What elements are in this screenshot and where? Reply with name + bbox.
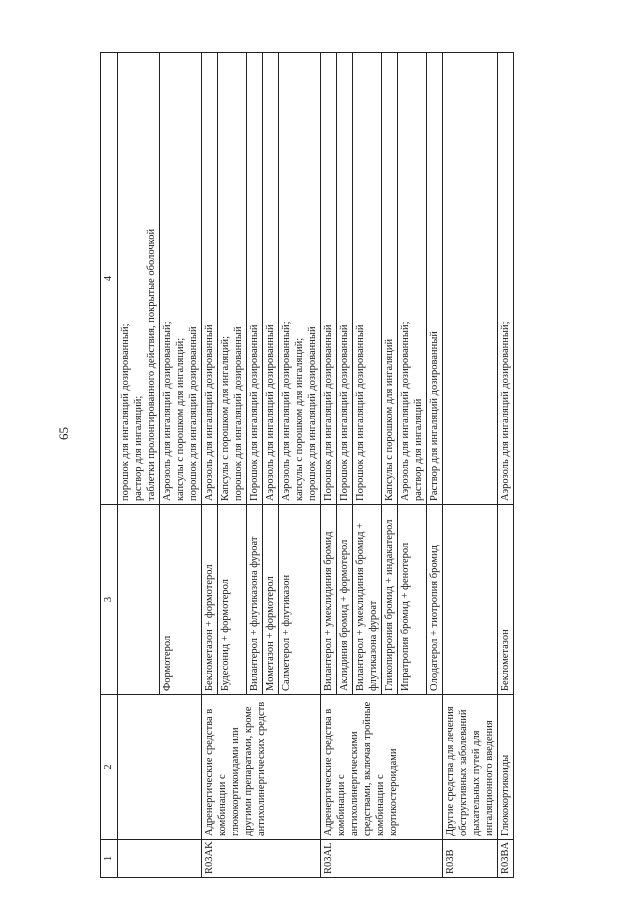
dosage-form-line: Порошок для ингаляций дозированный — [339, 324, 350, 501]
drug-name-cell: Гликопиррония бромид + индакатерол — [382, 505, 398, 695]
dosage-form-line: Аэрозоль для ингаляций дозированный — [204, 324, 215, 501]
dosage-forms-cell — [498, 53, 514, 505]
drug-name-cell: Беклометазон — [498, 505, 514, 695]
table-row — [498, 53, 514, 878]
drug-name-cell: Мометазон + формотерол — [263, 505, 279, 695]
table-row — [443, 53, 498, 878]
header-cell-2: 2 — [101, 695, 118, 840]
table-row — [202, 53, 218, 878]
dosage-forms-cell — [279, 53, 321, 505]
pharmacological-group-cell: Адренергические средства в комбинации с глюкокортикоидами или другими препаратами, кроме антихолинергических средств — [202, 695, 321, 840]
atc-code-cell — [118, 840, 202, 878]
dosage-form-line: Порошок для ингаляций дозированный — [323, 324, 334, 501]
rotated-table-container — [100, 53, 590, 878]
dosage-form-line: таблетки пролонгированного действия, покрытые оболочкой — [146, 228, 157, 501]
dosage-forms-cell — [337, 53, 353, 505]
atc-code-cell: R03B — [443, 840, 498, 878]
dosage-form-line: Аэрозоль для ингаляций дозированный; — [500, 321, 511, 501]
pharmacological-group-cell: Другие средства для лечения обструктивных заболеваний дыхательных путей для ингаляционного введения — [443, 695, 498, 840]
header-cell-1: 1 — [101, 840, 118, 878]
drug-name-cell: Вилантерол + умеклидиния бромид + флутиказона фуроат — [353, 505, 382, 695]
page-number: 65 — [56, 427, 71, 440]
dosage-forms-cell — [247, 53, 263, 505]
drug-name-cell — [443, 505, 498, 695]
header-cell-3: 3 — [101, 505, 118, 695]
dosage-form-line: Порошок для ингаляций дозированный — [355, 324, 366, 501]
atc-code-cell: R03AK — [202, 840, 321, 878]
dosage-form-line: Аэрозоль для ингаляций дозированный; — [281, 321, 292, 501]
pharmacological-group-cell: Адренергические средства в комбинации с антихолинергическими средствами, включая тройные комбинации с кортикостероидами — [321, 695, 443, 840]
drug-name-cell: Салметерол + флутиказон — [279, 505, 321, 695]
dosage-form-line: Капсулы с порошком для ингаляций — [384, 338, 395, 501]
dosage-form-line: раствор для ингаляций; — [133, 395, 144, 501]
drug-name-cell — [118, 505, 160, 695]
pharmacological-group-cell — [118, 695, 202, 840]
drug-name-cell: Олодатерол + тиотропия бромид — [427, 505, 443, 695]
dosage-form-line: порошок для ингаляций дозированный; — [120, 323, 131, 501]
drug-name-cell: Формотерол — [160, 505, 202, 695]
dosage-forms-cell — [202, 53, 218, 505]
dosage-forms-cell — [118, 53, 160, 505]
dosage-form-line: Аэрозоль для ингаляций дозированный; — [400, 321, 411, 501]
dosage-forms-cell — [443, 53, 498, 505]
dosage-form-line: Капсулы с порошком для ингаляций; — [220, 335, 231, 501]
dosage-forms-cell — [398, 53, 427, 505]
dosage-form-line: Порошок для ингаляций дозированный — [249, 324, 260, 501]
atc-code-cell: R03AL — [321, 840, 443, 878]
pharmacological-group-cell: Глюкокортикоиды — [498, 695, 514, 840]
drug-classification-table — [100, 52, 514, 878]
dosage-form-line: Раствор для ингаляций дозированный — [429, 331, 440, 501]
dosage-forms-cell — [353, 53, 382, 505]
dosage-form-line: порошок для ингаляций дозированный — [188, 326, 199, 501]
header-cell-4: 4 — [101, 53, 118, 505]
dosage-form-line: капсулы с порошком для ингаляций; — [294, 337, 305, 501]
dosage-form-line: Аэрозоль для ингаляций дозированный; — [162, 321, 173, 501]
table-row — [118, 53, 160, 878]
dosage-form-line: капсулы с порошком для ингаляций; — [175, 337, 186, 501]
table-body — [118, 53, 514, 878]
drug-name-cell: Вилантерол + флутиказона фуроат — [247, 505, 263, 695]
dosage-forms-cell — [427, 53, 443, 505]
drug-name-cell: Ипратропия бромид + фенотерол — [398, 505, 427, 695]
atc-code-cell: R03BA — [498, 840, 514, 878]
dosage-forms-cell — [382, 53, 398, 505]
dosage-form-line: порошок для ингаляций дозированный — [233, 326, 244, 501]
dosage-forms-cell — [218, 53, 247, 505]
dosage-forms-cell — [160, 53, 202, 505]
table-header-row — [101, 53, 118, 878]
dosage-forms-cell — [321, 53, 337, 505]
drug-name-cell: Беклометазон + формотерол — [202, 505, 218, 695]
dosage-form-line: порошок для ингаляций дозированный — [307, 326, 318, 501]
dosage-form-line: Аэрозоль для ингаляций дозированный — [265, 324, 276, 501]
drug-name-cell: Вилантерол + умеклидиния бромид — [321, 505, 337, 695]
table-row — [321, 53, 337, 878]
drug-name-cell: Будесонид + формотерол — [218, 505, 247, 695]
dosage-form-line: раствор для ингаляций — [413, 398, 424, 501]
dosage-forms-cell — [263, 53, 279, 505]
drug-name-cell: Аклидиния бромид + формотерол — [337, 505, 353, 695]
